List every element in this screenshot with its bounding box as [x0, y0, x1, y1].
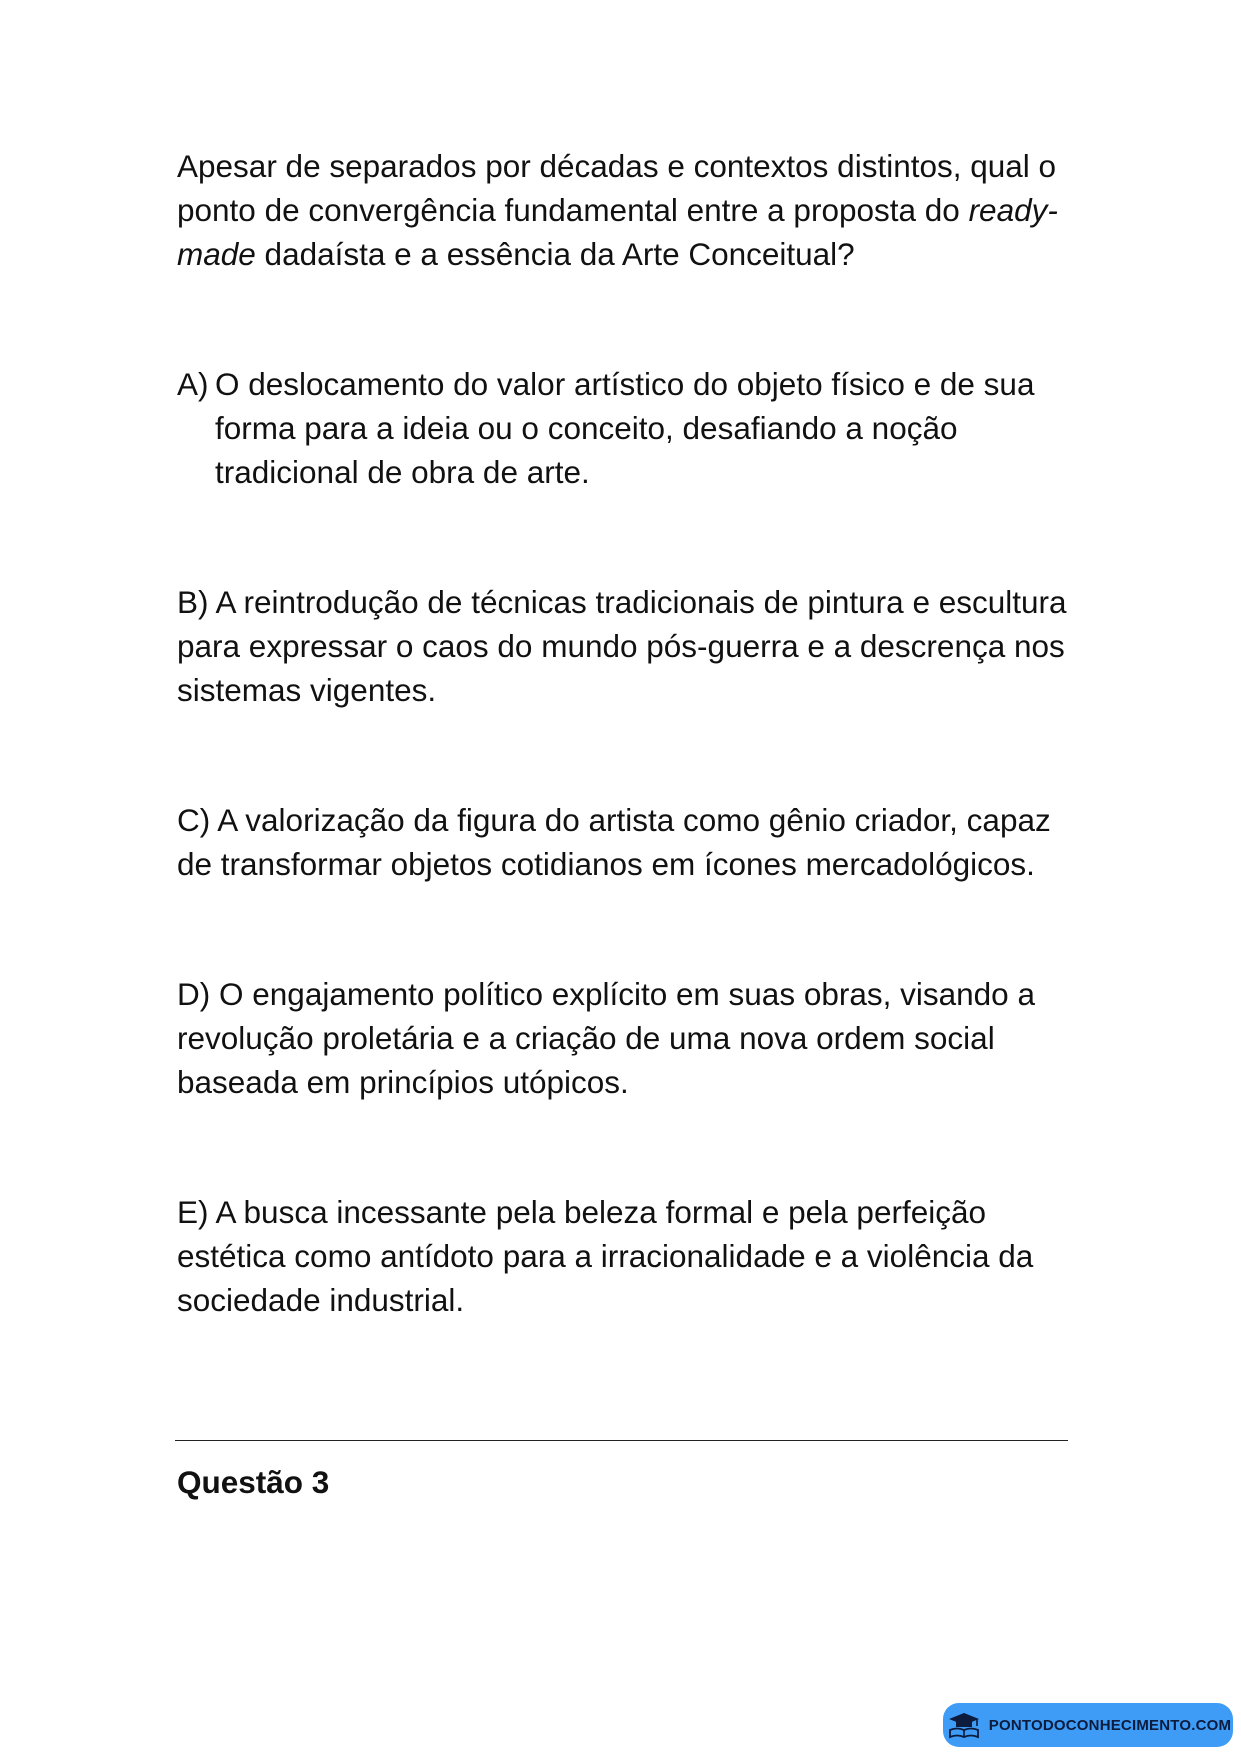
question-stem — [177, 144, 1077, 276]
option-d-text: O engajamento político explícito em suas obras, visando a revolução proletária e a criação de uma nova ordem social baseada em princípios utópicos. — [177, 976, 1035, 1100]
question-text-italic: ready-made — [177, 192, 1058, 272]
section-divider — [175, 1440, 1068, 1441]
option-e-letter: E) — [177, 1194, 209, 1230]
option-a-letter: A) — [177, 366, 209, 402]
option-a-text: O deslocamento do valor artístico do objeto físico e de sua forma para a ideia ou o conceito, desafiando a noção tradicional de obra de arte. — [215, 366, 1035, 490]
next-question-heading: Questão 3 — [177, 1464, 330, 1500]
graduation-cap-book-icon — [945, 1710, 983, 1740]
question-text-after: dadaísta e a essência da Arte Conceitual? — [255, 236, 855, 272]
option-a — [177, 362, 1077, 494]
option-c — [177, 798, 1077, 886]
option-c-text: A valorização da figura do artista como gênio criador, capaz de transformar objetos cotidianos em ícones mercadológicos. — [177, 802, 1051, 882]
option-d-letter: D) — [177, 976, 211, 1012]
option-e — [177, 1190, 1077, 1322]
brand-text: PONTODOCONHECIMENTO.COM — [988, 1716, 1232, 1734]
question-block — [177, 144, 1077, 1408]
brand-badge[interactable] — [943, 1703, 1233, 1747]
option-d — [177, 972, 1077, 1104]
option-b-text: A reintrodução de técnicas tradicionais de pintura e escultura para expressar o caos do mundo pós-guerra e a descrença nos sistemas vigentes. — [177, 584, 1067, 708]
option-c-letter: C) — [177, 802, 211, 838]
option-b — [177, 580, 1077, 712]
option-b-letter: B) — [177, 584, 209, 620]
question-text-before: Apesar de separados por décadas e contextos distintos, qual o ponto de convergência fundamental entre a proposta do — [177, 148, 1057, 228]
option-e-text: A busca incessante pela beleza formal e pela perfeição estética como antídoto para a irracionalidade e a violência da sociedade industrial. — [177, 1194, 1034, 1318]
